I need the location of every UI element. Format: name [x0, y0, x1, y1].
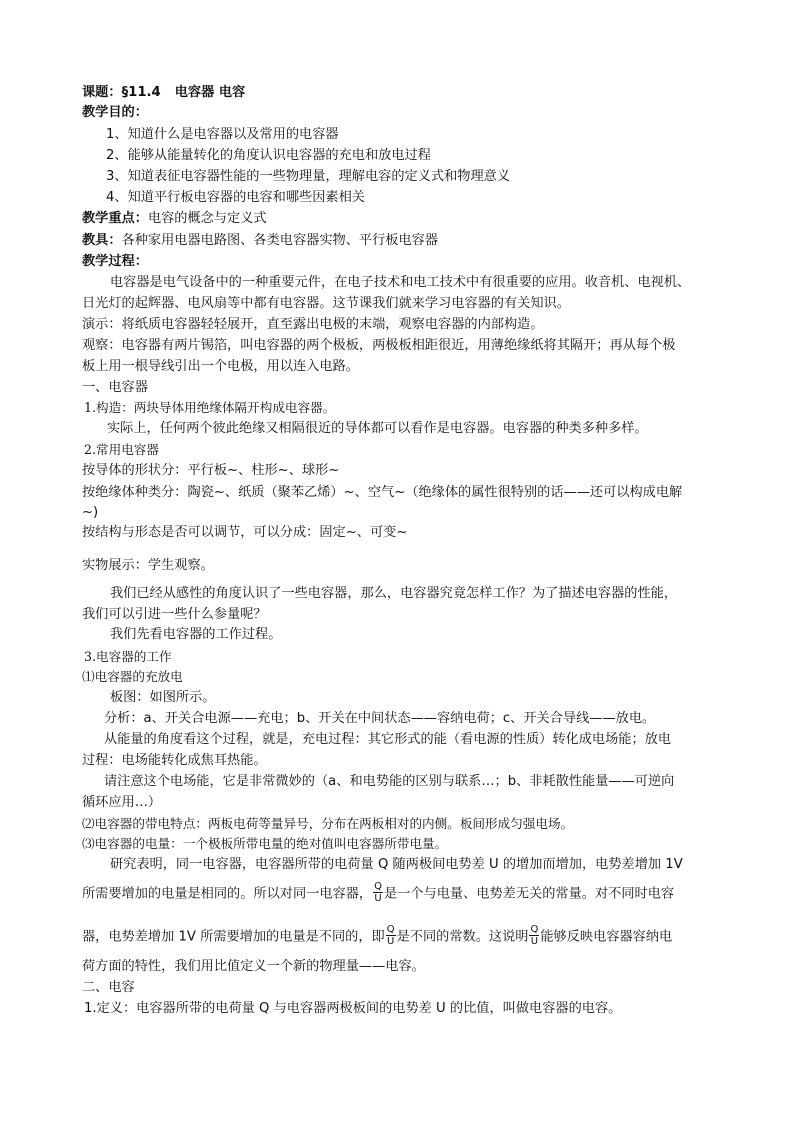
q-over-u-fraction [529, 924, 539, 947]
fraction-numerator: Q [386, 924, 395, 935]
fraction-denominator: U [387, 936, 395, 947]
objective-item: 3、知道表征电容器性能的一些物理量，理解电容的定义式和物理意义 [106, 169, 511, 184]
demo-text: 演示：将纸质电容器轻轻展开，直至露出电极的末端，观察电容器的内部构造。 [82, 317, 544, 332]
capacitance-definition: 1.定义：电容器所带的电荷量 Q 与电容器两极板间的电势差 U 的比值，叫做电容器的电容。 [84, 1001, 622, 1016]
title-section: §11.4 [121, 85, 161, 100]
board-text: 板图：如图所示。 [110, 690, 216, 705]
objective-item: 2、能够从能量转化的角度认识电容器的充电和放电过程 [106, 148, 431, 163]
research-line-3 [82, 925, 672, 948]
structure-note: 实际上，任何两个彼此绝缘又相隔很近的导体都可以看作是电容器。电容器的种类多种多样。 [107, 421, 648, 436]
section1-heading: 一、电容器 [82, 380, 148, 395]
research-text: 是一个与电量、电势差无关的常量。对不同时电容 [384, 886, 675, 902]
objectives-heading: 教学目的： [82, 105, 148, 120]
charge-quantity: ⑶电容器的电量：一个极板所带电量的绝对值叫电容器所带电量。 [82, 836, 448, 851]
charge-feature: ⑵电容器的带电特点：两板电荷等量异号，分布在两板相对的内侧。板间形成匀强电场。 [82, 816, 574, 831]
attention-line: 循环应用…） [82, 795, 162, 810]
analysis-text: 分析：a、开关合电源——充电；b、开关在中间状态——容纳电荷；c、开关合导线——放电。 [104, 711, 656, 726]
objective-item: 1、知道什么是电容器以及常用的电容器 [106, 127, 339, 142]
objective-item: 4、知道平行板电容器的电容和哪些因素相关 [106, 190, 365, 205]
display-text: 实物展示：学生观察。 [82, 558, 214, 573]
fraction-numerator: Q [374, 881, 382, 892]
charge-heading: ⑴电容器的充放电 [82, 669, 183, 684]
energy-line: 从能量的角度看这个过程，就是，充电过程：其它形式的能（看电源的性质）转化成电场能；放电 [104, 732, 672, 747]
teaching-tools [82, 231, 438, 251]
title-label: 课题： [82, 85, 122, 100]
common-heading: 2.常用电容器 [84, 442, 159, 457]
energy-line: 过程：电场能转化成焦耳热能。 [82, 753, 267, 768]
work-heading: 3.电容器的工作 [84, 649, 172, 664]
fraction-denominator: U [374, 893, 382, 904]
observe-line: 板上用一根导线引出一个电极，用以连入电路。 [82, 359, 359, 374]
lesson-title [82, 83, 245, 103]
tools-label: 教具： [82, 233, 122, 248]
attention-line: 请注意这个电场能，它是非常微妙的（a、和电势能的区别与联系…；b、非耗散性能量——可逆向 [104, 774, 675, 789]
classify-by-shape: 按导体的形状分：平行板~、柱形~、球形~ [82, 463, 340, 478]
tools-text: 各种家用电器电路图、各类电容器实物、平行板电容器 [121, 233, 439, 248]
key-point-text: 电容的概念与定义式 [147, 211, 267, 226]
q-over-u-fraction [386, 924, 396, 947]
research-line-2 [82, 882, 674, 905]
research-line-1: 研究表明，同一电容器，电容器所带的电荷量 Q 随两极间电势差 U 的增加而增加，电势差增加 1V [110, 857, 683, 872]
section2-heading: 二、电容 [82, 980, 135, 995]
question-line: 我们已经从感性的角度认识了一些电容器，那么，电容器究竟怎样工作？为了描述电容器的性能， [110, 586, 678, 601]
question-line: 我们可以引进一些什么参量呢？ [82, 607, 267, 622]
fraction-denominator: U [530, 936, 539, 947]
research-text: 所需要增加的电量是相同的。所以对同一电容器， [82, 886, 373, 902]
key-point [82, 209, 267, 229]
research-text: 能够反映电容器容纳电 [540, 929, 673, 945]
work-intro: 我们先看电容器的工作过程。 [110, 627, 282, 642]
process-heading: 教学过程： [82, 254, 148, 269]
title-topic: 电容器 电容 [174, 85, 246, 100]
key-point-label: 教学重点： [82, 211, 148, 226]
classify-by-structure: 按结构与形态是否可以调节，可以分成：固定~、可变~ [82, 525, 408, 540]
intro-line: 日光灯的起辉器、电风扇等中都有电容器。这节课我们就来学习电容器的有关知识。 [82, 296, 570, 311]
observe-line: 观察：电容器有两片锡箔，叫电容器的两个极板，两极板相距很近，用薄绝缘纸将其隔开；再从每个极 [82, 338, 676, 353]
structure-text: 1.构造：两块导体用绝缘体隔开构成电容器。 [84, 400, 336, 415]
classify-by-dielectric: 按绝缘体种类分：陶瓷~、纸质（聚苯乙烯）~、空气~（绝缘体的属性很特别的话——还可以构成电解 [82, 485, 683, 500]
fraction-numerator: Q [530, 924, 539, 935]
intro-line: 电容器是电气设备中的一种重要元件，在电子技术和电工技术中有很重要的应用。收音机、电视机、 [110, 275, 691, 290]
classify-by-dielectric-cont: ~) [82, 505, 99, 520]
q-over-u-fraction [373, 881, 383, 904]
research-text: 是不同的常数。这说明 [396, 929, 529, 945]
research-text: 器，电势差增加 1V 所需要增加的电量是不同的，即 [82, 929, 385, 945]
research-line-4: 荷方面的特性，我们用比值定义一个新的物理量——电容。 [82, 959, 425, 974]
